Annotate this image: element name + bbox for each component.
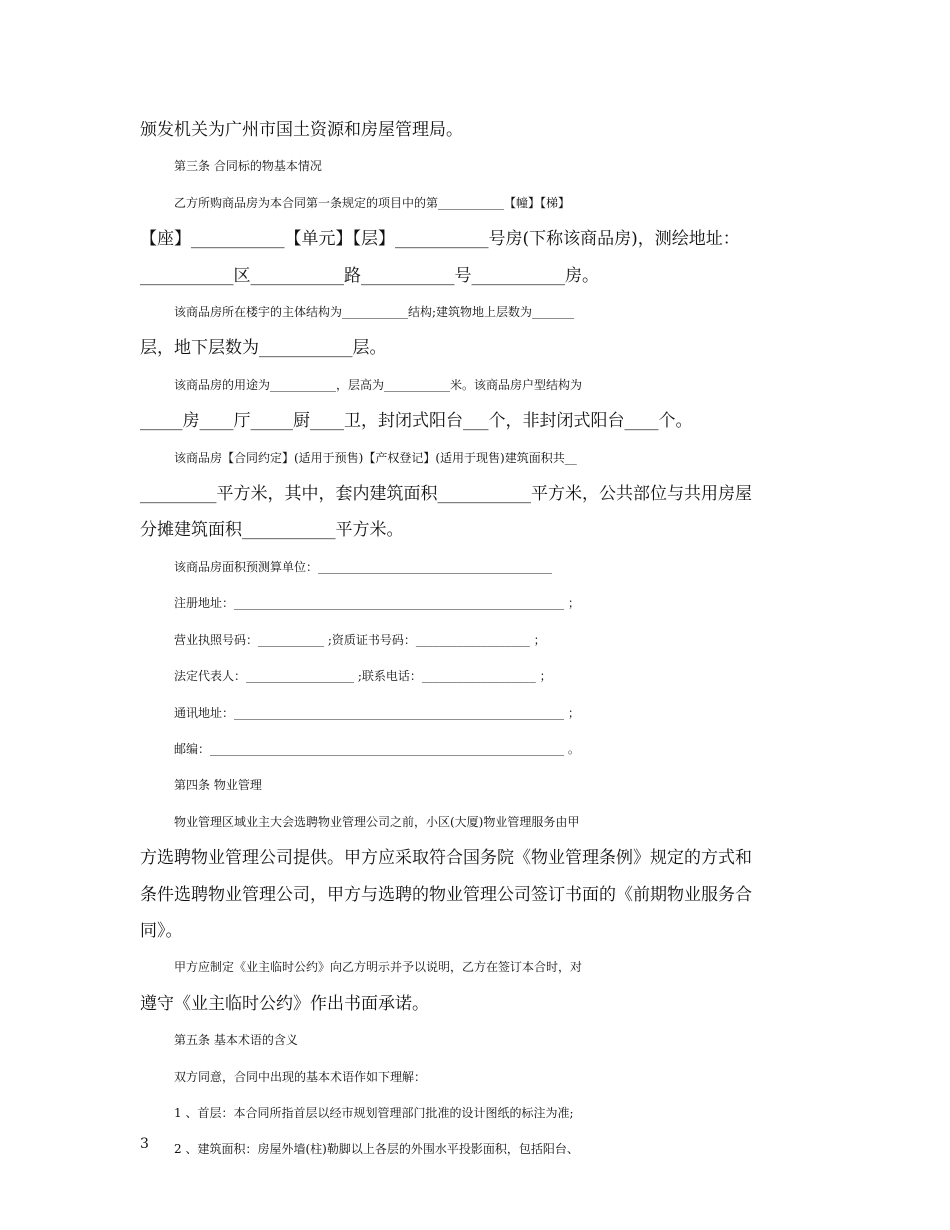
document-line: 同》。 xyxy=(140,920,183,941)
document-line: 【座】___________【单元】【层】___________号房(下称该商品房)，测绘地址： xyxy=(140,229,740,250)
document-line: _____房____厅_____厨____卫，封闭式阳台___个，非封闭式阳台____个。 xyxy=(140,411,693,432)
document-line: 乙方所购商品房为本合同第一条规定的项目中的第___________【幢】【梯】 xyxy=(174,195,571,210)
document-line: 层，地下层数为___________层。 xyxy=(140,338,387,359)
document-line: 营业执照号码：___________ ;资质证书号码：___________________ ； xyxy=(174,632,546,647)
document-line: 第四条 物业管理 xyxy=(174,778,262,793)
document-line: 通讯地址：_______________________________________________________ ； xyxy=(174,705,580,720)
document-line: 颁发机关为广州市国土资源和房屋管理局。 xyxy=(140,120,463,140)
document-line: 甲方应制定《业主临时公约》向乙方明示并予以说明，乙方在签订本合时，对 xyxy=(174,960,583,975)
document-line: 第三条 合同标的物基本情况 xyxy=(174,159,322,174)
document-line: 1 、首层：本合同所指首层以经市规划管理部门批准的设计图纸的标注为准; xyxy=(174,1105,574,1120)
document-line: ___________区___________路___________号___________房。 xyxy=(140,265,599,286)
document-line: 第五条 基本术语的含义 xyxy=(174,1033,298,1048)
document-line: 遵守《业主临时公约》作出书面承诺。 xyxy=(140,993,429,1014)
document-line: 注册地址：_______________________________________________________ ； xyxy=(174,596,580,611)
document-line: 法定代表人：__________________ ;联系电话：___________________ ； xyxy=(174,669,552,684)
document-line: _________平方米，其中，套内建筑面积___________平方米，公共部位与共用房屋 xyxy=(140,484,752,505)
document-line: 分摊建筑面积___________平方米。 xyxy=(140,520,404,541)
document-line: 方选聘物业管理公司提供。甲方应采取符合国务院《物业管理条例》规定的方式和 xyxy=(140,848,752,869)
document-body xyxy=(140,112,812,1168)
document-line: 条件选聘物业管理公司，甲方与选聘的物业管理公司签订书面的《前期物业服务合 xyxy=(140,884,752,905)
document-line: 物业管理区域业主大会选聘物业管理公司之前，小区(大厦)物业管理服务由甲 xyxy=(174,814,580,829)
document-line: 该商品房所在楼宇的主体结构为___________结构;建筑物地上层数为_______ xyxy=(174,305,575,320)
page-number: 3 xyxy=(140,1136,149,1152)
document-line: 该商品房【合同约定】(适用于预售)【产权登记】(适用于现售)建筑面积共__ xyxy=(174,450,577,465)
document-line: 邮编：___________________________________________________________ 。 xyxy=(174,741,580,756)
document-line: 该商品房的用途为___________，层高为___________米。该商品房户型结构为 xyxy=(174,377,583,392)
document-line: 2 、建筑面积：房屋外墙(柱)勒脚以上各层的外围水平投影面积，包括阳台、 xyxy=(174,1142,579,1157)
document-line: 该商品房面积预测算单位：_______________________________________ xyxy=(174,559,553,574)
document-line: 双方同意，合同中出现的基本术语作如下理解： xyxy=(174,1069,427,1084)
